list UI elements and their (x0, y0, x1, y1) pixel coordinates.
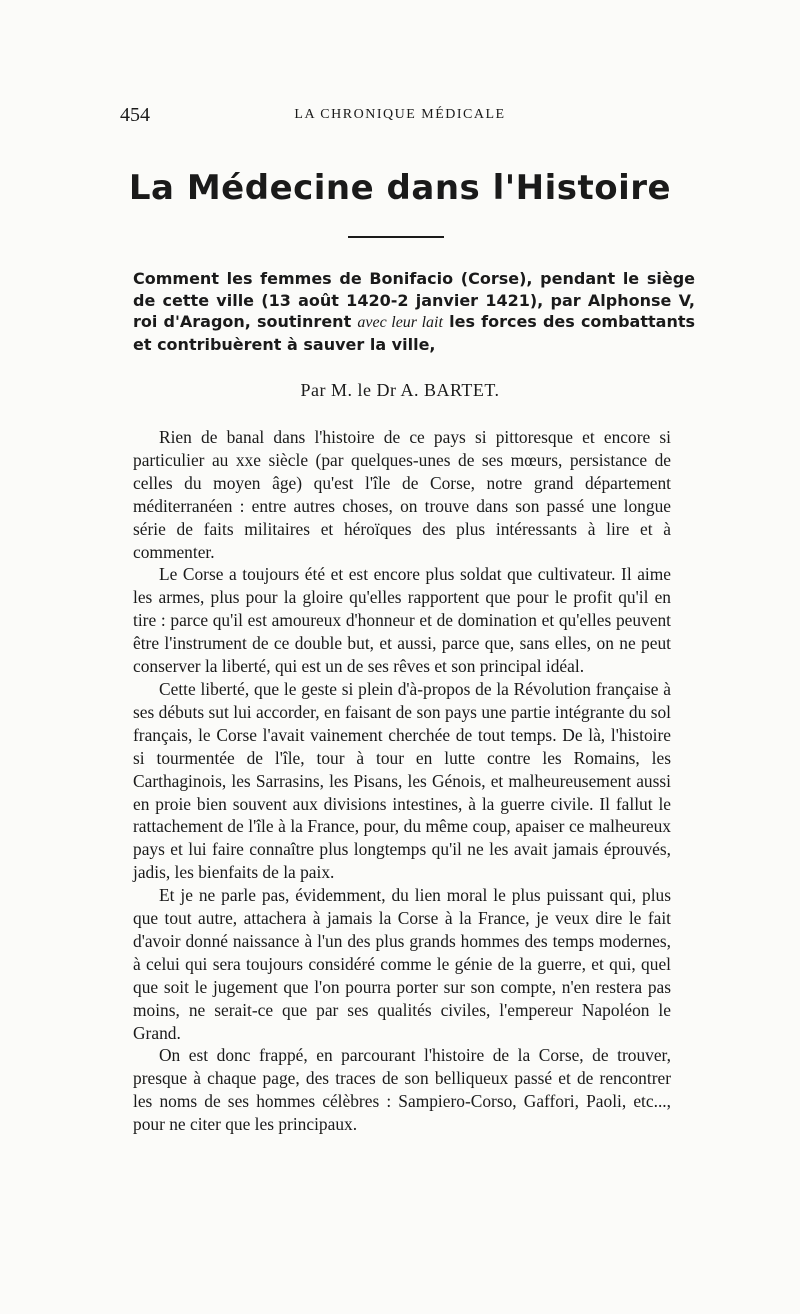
running-head: LA CHRONIQUE MÉDICALE (294, 107, 506, 122)
author-byline: Par M. le Dr A. BARTET. (300, 380, 500, 400)
article-title: La Médecine dans l'Histoire (128, 168, 672, 208)
subtitle-italic-text: avec leur lait (357, 314, 443, 331)
paragraph-1: Rien de banal dans l'histoire de ce pays si pittoresque et encore si particulier au xxe siècle (par quelques-unes de ses mœurs, persistance de celles du moyen âge) qu'est l'île de Corse, notre grand département méditerranéen : entre autres choses, on trouve dans son passé une longue série de faits militaires et héroïques des plus intéressants à lire et à commenter. (133, 427, 671, 562)
paragraph-3: Cette liberté, que le geste si plein d'à-propos de la Révolution française à ses débuts sut lui accorder, en faisant de son pays une partie intégrante du sol français, le Corse l'avait vainement cherchée de tout temps. De là, l'histoire si tourmentée de l'île, tour à tour en lutte contre les Romains, les Carthaginois, les Sarrasins, les Pisans, les Génois, et malheureusement aussi en proie bien souvent aux divisions intestines, à la guerre civile. Il fallut le rattachement de l'île à la France, pour, du même coup, apaiser ce malheureux pays et lui faire connaître plus longtemps qu'il ne les avait jamais éprouvés, jadis, les bienfaits de la paix. (133, 678, 671, 883)
paragraph-2: Le Corse a toujours été et est encore plus soldat que cultivateur. Il aime les armes, plus pour la gloire qu'elles rapportent que pour le profit qu'il en tire : parce qu'il est amoureux d'honneur et de domination et qu'elles peuvent être l'instrument de ce double but, et aussi, parce que, sans elles, on ne peut conserver la liberté, qui est un de ses rêves et son principal idéal. (133, 564, 671, 677)
subtitle-text-1: Comment les femmes de Bonifacio (Corse), pendant le siège de cette ville (13 août 1420-2 janvier 1421), par Alphonse V, roi d'Aragon, soutinrent (133, 269, 695, 331)
page-number: 454 (120, 104, 150, 126)
paragraph-4: Et je ne parle pas, évidemment, du lien moral le plus puissant qui, plus que tout autre, attachera à jamais la Corse à la France, je veux dire le fait d'avoir donné naissance à l'un des plus grands hommes des temps modernes, à celui qui sera toujours considéré comme le génie de la guerre, et qui, quel que soit le jugement que l'on pourra porter sur son compte, n'en restera pas moins, ne serait-ce que par ses qualités civiles, l'empereur Napoléon le Grand. (133, 885, 671, 1043)
title-divider (348, 236, 444, 238)
article-body (133, 426, 671, 1136)
page-header (120, 104, 680, 134)
subtitle-text-2: les forces des combattants et contribuèrent à sauver la ville, (133, 312, 695, 354)
article-subtitle (133, 268, 695, 355)
paragraph-5: On est donc frappé, en parcourant l'histoire de la Corse, de trouver, presque à chaque page, des traces de son belliqueux passé et de rencontrer les noms de ses hommes célèbres : Sampiero-Corso, Gaffori, Paoli, etc..., pour ne citer que les principaux. (133, 1045, 671, 1135)
